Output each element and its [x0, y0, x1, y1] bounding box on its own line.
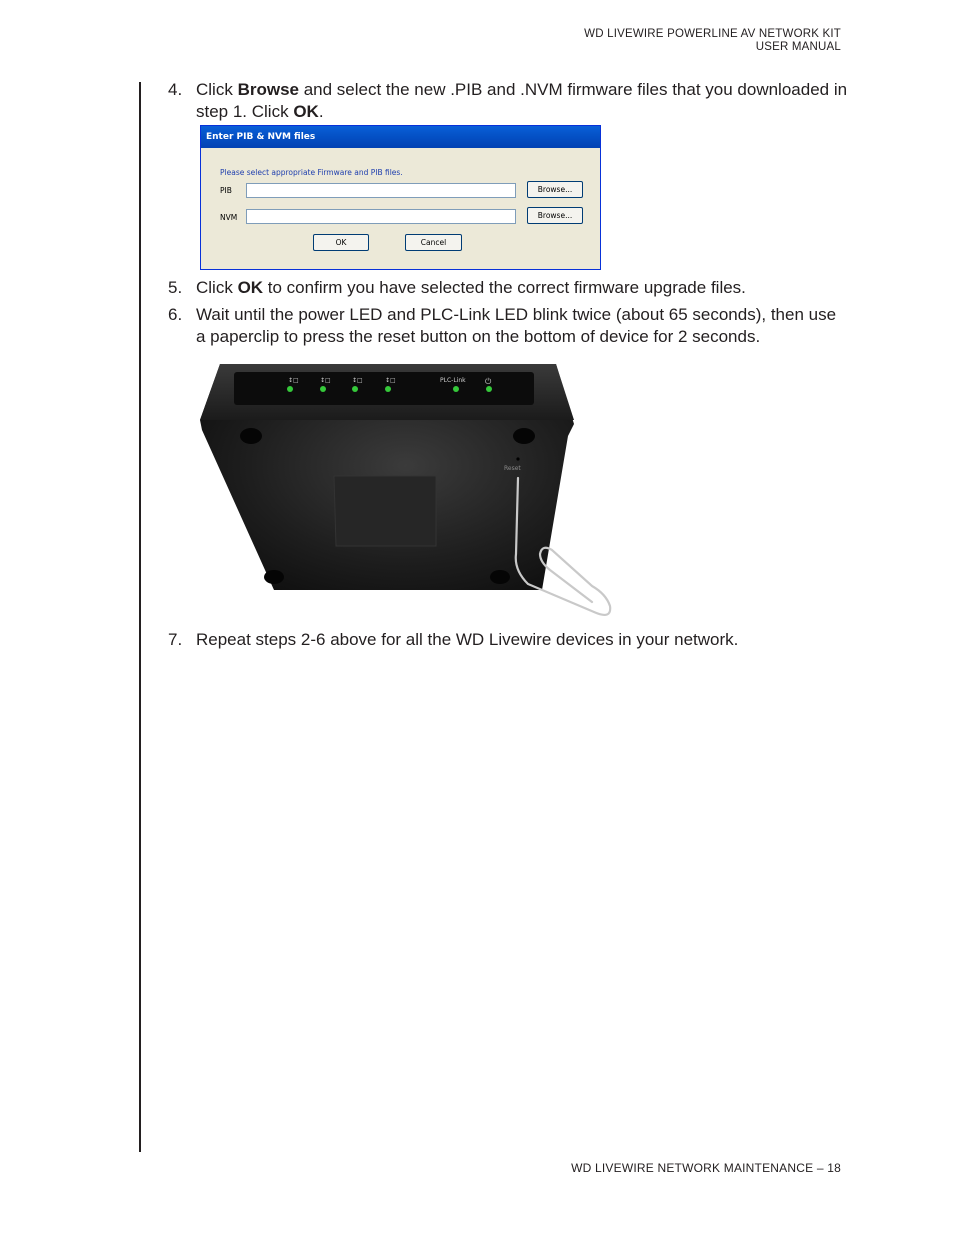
- step-4: [168, 79, 848, 123]
- nvm-field[interactable]: [246, 209, 516, 224]
- foot-top-right: [513, 428, 535, 444]
- footer-section: WD LIVEWIRE NETWORK MAINTENANCE: [571, 1161, 814, 1175]
- page-number: 18: [827, 1161, 841, 1175]
- label-recess: [334, 476, 436, 546]
- power-symbol-icon: ⏻: [485, 377, 492, 386]
- reset-label: Reset: [504, 465, 521, 472]
- step-5: [168, 277, 848, 299]
- margin-rule: [139, 82, 141, 1152]
- browse-nvm-button[interactable]: Browse...: [527, 207, 583, 224]
- firmware-dialog: [200, 125, 601, 270]
- pib-label: PIB: [220, 186, 232, 195]
- browse-pib-button[interactable]: Browse...: [527, 181, 583, 198]
- step-number: 6.: [168, 305, 183, 324]
- dialog-prompt: Please select appropriate Firmware and PIB files.: [220, 168, 403, 177]
- port-label-2: ↕□: [320, 377, 331, 384]
- reset-hole: [516, 457, 519, 460]
- footer-separator: –: [813, 1161, 828, 1175]
- led-plc-link: [453, 386, 459, 392]
- step-7: [168, 629, 848, 651]
- step-6: [168, 304, 848, 348]
- led-port-1: [287, 386, 293, 392]
- running-header: [584, 28, 841, 54]
- step-text: Wait until the power LED and PLC-Link LED blink twice (about 65 seconds), then use a paperclip to press the reset button on the bottom of device for 2 seconds.: [196, 305, 837, 346]
- port-label-1: ↕□: [288, 377, 299, 384]
- ok-button[interactable]: OK: [313, 234, 369, 251]
- cancel-button[interactable]: Cancel: [405, 234, 462, 251]
- nvm-label: NVM: [220, 213, 238, 222]
- step-text: Click OK to confirm you have selected the correct firmware upgrade files.: [196, 278, 746, 297]
- step-number: 5.: [168, 278, 183, 297]
- led-port-2: [320, 386, 326, 392]
- port-label-4: ↕□: [385, 377, 396, 384]
- dialog-title-bar: Enter PIB & NVM files: [201, 126, 600, 148]
- foot-top-left: [240, 428, 262, 444]
- plc-link-label: PLC-Link: [440, 377, 466, 384]
- pib-field[interactable]: [246, 183, 516, 198]
- led-port-4: [385, 386, 391, 392]
- led-power: [486, 386, 492, 392]
- step-text: Repeat steps 2-6 above for all the WD Livewire devices in your network.: [196, 630, 739, 649]
- port-label-3: ↕□: [352, 377, 363, 384]
- foot-bottom-right: [490, 570, 510, 584]
- header-subtitle: USER MANUAL: [755, 41, 841, 53]
- step-number: 7.: [168, 630, 183, 649]
- device-illustration: [196, 358, 620, 624]
- foot-bottom-left: [264, 570, 284, 584]
- header-title: WD LIVEWIRE POWERLINE AV NETWORK KIT: [584, 28, 841, 40]
- page-footer: [571, 1161, 841, 1175]
- dialog-body: [204, 148, 597, 266]
- step-number: 4.: [168, 80, 183, 99]
- step-text: Click Browse and select the new .PIB and .NVM firmware files that you downloaded in step 1. Click OK.: [196, 80, 848, 121]
- led-port-3: [352, 386, 358, 392]
